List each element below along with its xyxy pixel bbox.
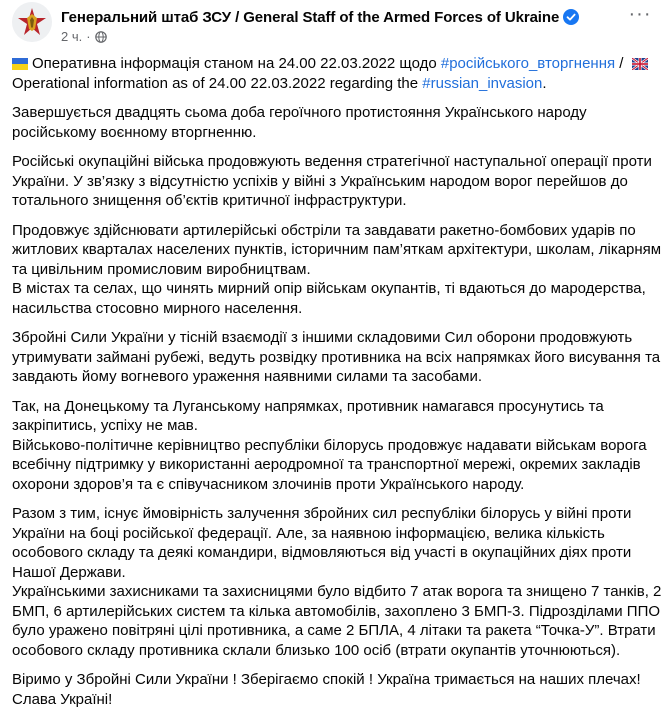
globe-icon[interactable] — [95, 31, 107, 43]
hashtag-russian-invasion-en[interactable]: #russian_invasion — [422, 74, 543, 92]
paragraph-line: Військово-політичне керівництво республіки білорусь продовжує надавати військам ворога всебічну підтримку у використанні аеродромної та транспортної мережі, окремих закладів охорони здоров’я та є співучасником злочинів проти Українського народу. — [12, 436, 647, 493]
intro-separator: / — [615, 55, 628, 72]
paragraph-line: В містах та селах, що чинять мирний опір військам окупантів, ті вдаються до мародерства, насильства стосовно мирного населення. — [12, 280, 646, 317]
post-body — [12, 54, 662, 719]
post-paragraph — [12, 328, 662, 387]
paragraph-line: Збройні Сили України у тісній взаємодії з іншими складовими Сил оборони продовжують утримувати займані рубежі, ведуть розвідку противника на всіх напрямках його висування та завдають йому вогневого ураження наявними силами та засобами. — [12, 329, 661, 385]
paragraph-line: Російські окупаційні війська продовжують ведення стратегічної наступальної операції проти України. У зв’язку з відсутністю успіхів у війні з Українським народом ворог перейшов до тотального знищення об’єктів критичної інфраструктури. — [12, 153, 652, 209]
emblem-icon — [12, 2, 52, 42]
post-paragraph — [12, 103, 662, 142]
post-paragraph — [12, 221, 662, 319]
post-time[interactable]: 2 ч. — [61, 29, 83, 44]
page-avatar[interactable] — [12, 2, 52, 42]
paragraph-line: Так, на Донецькому та Луганському напрямках, противник намагався просунутись та закріпитись, успіху не мав. — [12, 397, 604, 434]
ukraine-flag-icon — [12, 58, 28, 70]
post-paragraphs — [12, 103, 662, 709]
uk-flag-icon — [632, 58, 648, 70]
post-meta — [61, 29, 107, 44]
intro-end: . — [542, 74, 547, 92]
paragraph-line: Продовжує здійснювати артилерійські обстріли та завдавати ракетно-бомбових ударів по житлових кварталах населених пунктів, історичним пам’яткам архітектури, школам, лікарням та цивільним промисловим виробництвам. — [12, 221, 662, 278]
hashtag-russian-invasion-ua[interactable]: #російського_вторгнення — [440, 55, 616, 72]
author-name[interactable] — [61, 9, 579, 26]
post-paragraph — [12, 504, 662, 660]
post-paragraph — [12, 397, 662, 495]
post-header — [12, 2, 662, 48]
post-paragraph — [12, 670, 662, 709]
intro-ua-text: Оперативна інформація станом на 24.00 22.03.2022 щодо — [32, 55, 441, 72]
author-name-text[interactable]: Генеральний штаб ЗСУ / General Staff of the Armed Forces of Ukraine — [61, 9, 560, 26]
verified-badge-icon — [563, 9, 579, 25]
paragraph-line: Віримо у Збройні Сили України ! Зберігаємо спокій ! Україна тримається на наших плечах! Слава Україні! — [12, 671, 641, 708]
meta-separator: · — [86, 29, 91, 44]
intro-paragraph — [12, 54, 662, 93]
paragraph-line: Українськими захисниками та захисницями було відбито 7 атак ворога та знищено 7 танків, 2 БМП, 6 артилерійських систем та кілька автомобілів, захоплено 3 БМП-3. Підрозділами ППО було уражено повітряні цілі противника, а саме 2 БПЛА, 4 літаки та ракета “Точка-У”. Втрати особового складу противника склали близько 100 осіб (втрати окупантів уточнюються). — [12, 583, 662, 659]
paragraph-line: Завершується двадцять сьома доба героїчного протистояння Українського народу російському воєнному вторгненню. — [12, 104, 587, 141]
more-options-button[interactable]: ··· — [628, 3, 652, 25]
post-paragraph — [12, 152, 662, 211]
paragraph-line: Разом з тим, існує ймовірність залучення збройних сил республіки білорусь у війні проти України на боці російської федерації. Але, за наявною інформацією, велика кількість особового складу та деякі командири, відмовляються від участі в окупаційних діях проти Нашої Держави. — [12, 505, 632, 581]
intro-en-text: Operational information as of 24.00 22.03.2022 regarding the — [12, 74, 423, 92]
